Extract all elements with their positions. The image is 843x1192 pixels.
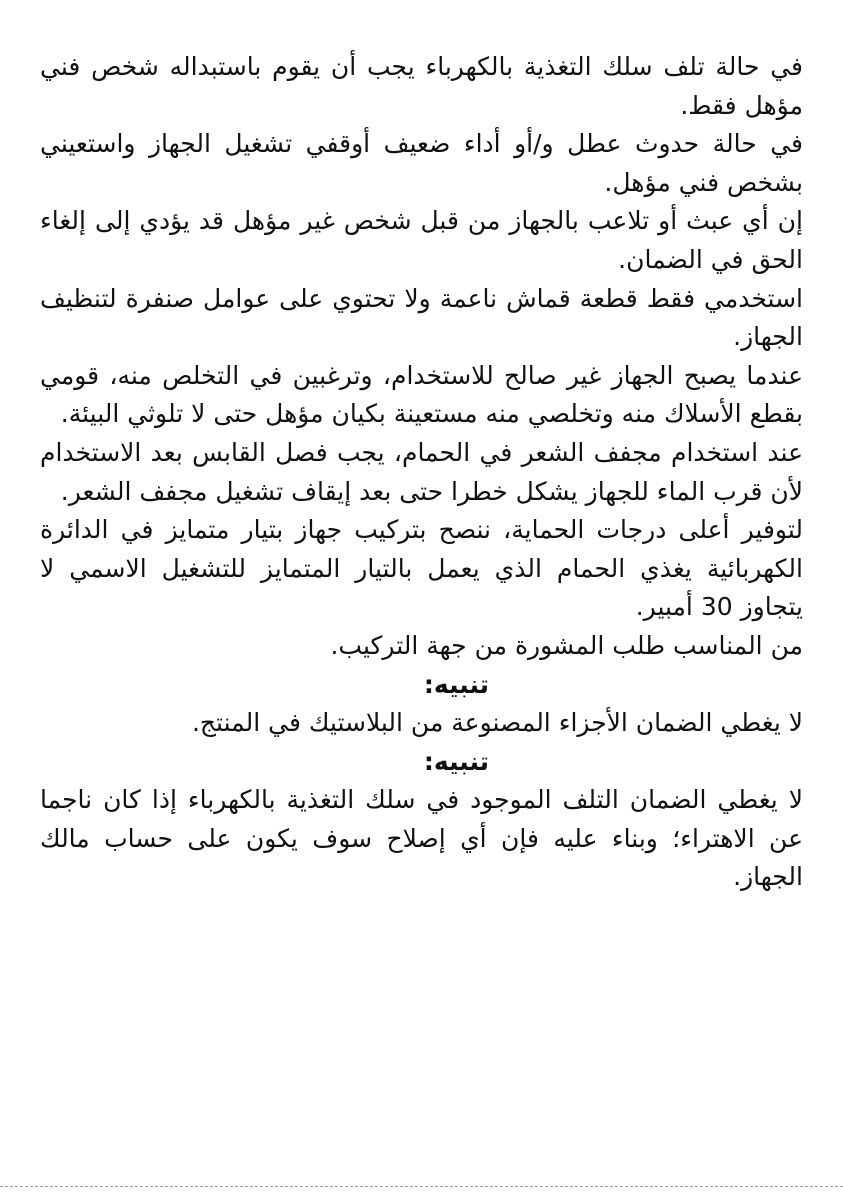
warning-heading: تنبيه: [423,669,490,699]
paragraph-malfunction: في حالة حدوث عطل و/أو أداء ضعيف أوقفي تشغيل الجهاز واستعيني بشخص فني مؤهل. [40,129,803,197]
page-bottom-divider [0,1186,843,1187]
paragraph-plastic-parts: لا يغطي الضمان الأجزاء المصنوعة من البلاستيك في المنتج. [191,708,803,738]
paragraph-cord-wear: لا يغطي الضمان التلف الموجود في سلك التغذية بالكهرباء إذا كان ناجما عن الاهتراء؛ وبناء عليه فإن أي إصلاح سوف يكون على حساب مالك الجهاز. [40,785,803,892]
paragraph-rcd-protection: لتوفير أعلى درجات الحماية، ننصح بتركيب جهاز بتيار متمايز في الدائرة الكهربائية يغذي الحمام الذي يعمل بالتيار المتمايز للتشغيل الاسمي لا يتجاوز 30 أمبير. [40,515,803,622]
warning-heading: تنبيه: [423,746,490,776]
document-body [40,48,803,897]
paragraph-installer-advice: من المناسب طلب المشورة من جهة التركيب. [330,630,803,660]
paragraph-disposal: عندما يصبح الجهاز غير صالح للاستخدام، وترغبين في التخلص منه، قومي بقطع الأسلاك منه وتخلصي منه مستعينة بكيان مؤهل حتى لا تلوثي البيئة. [40,360,803,429]
paragraph-tampering: إن أي عبث أو تلاعب بالجهاز من قبل شخص غير مؤهل قد يؤدي إلى إلغاء الحق في الضمان. [40,206,803,274]
paragraph-bathroom-use: عند استخدام مجفف الشعر في الحمام، يجب فصل القابس بعد الاستخدام لأن قرب الماء للجهاز يشكل خطرا حتى بعد إيقاف تشغيل مجفف الشعر. [40,437,803,506]
paragraph-cord-replacement: في حالة تلف سلك التغذية بالكهرباء يجب أن يقوم باستبداله شخص فني مؤهل فقط. [40,52,803,120]
paragraph-cleaning: استخدمي فقط قطعة قماش ناعمة ولا تحتوي على عوامل صنفرة لتنظيف الجهاز. [40,283,803,352]
